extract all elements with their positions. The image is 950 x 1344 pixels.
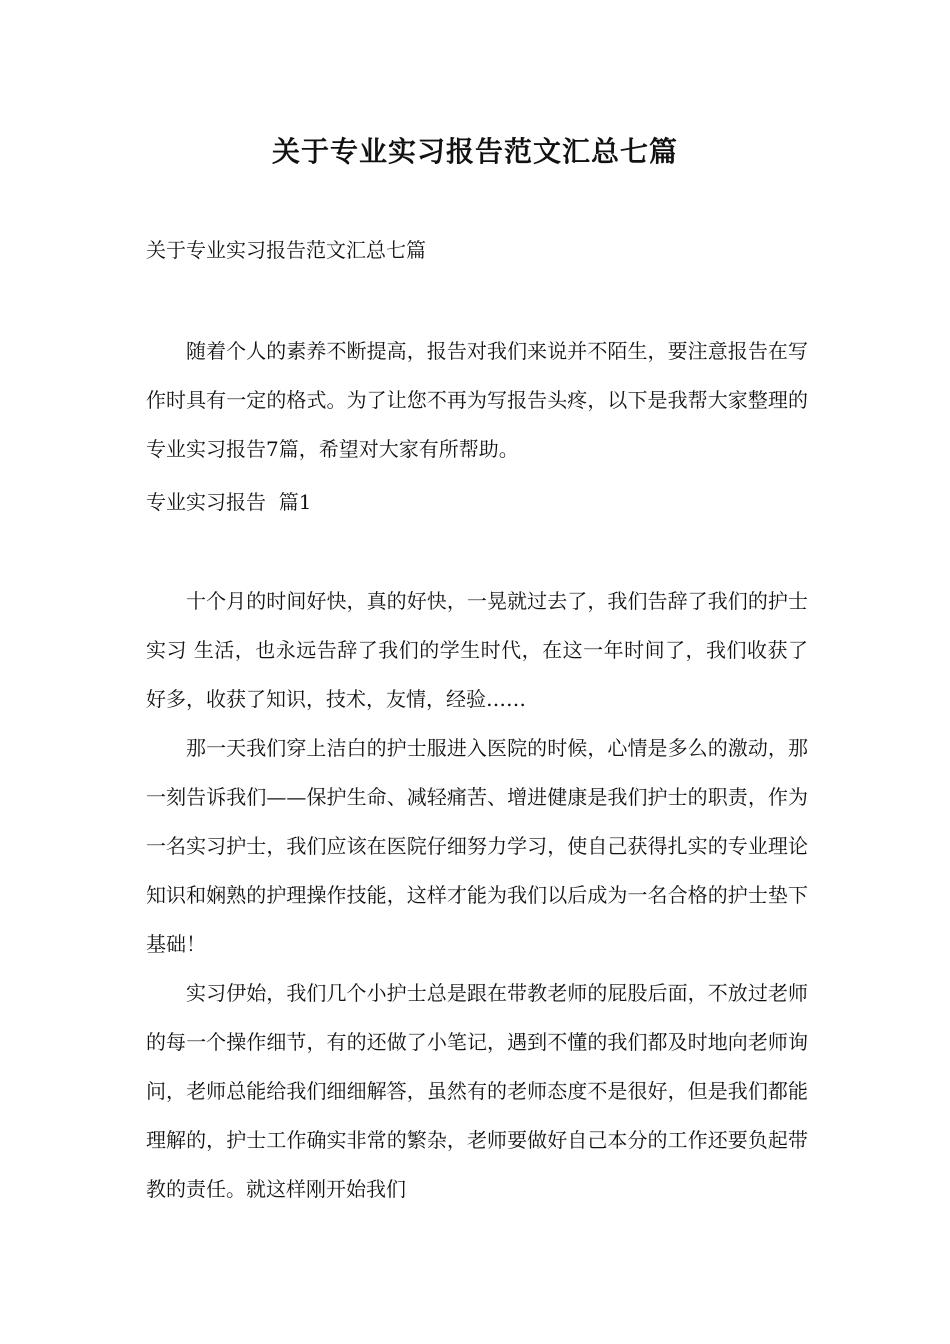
- document-title: 关于专业实习报告范文汇总七篇: [271, 135, 678, 168]
- section-heading: 专业实习报告 篇1: [146, 490, 312, 514]
- intro-paragraph: 随着个人的素养不断提高，报告对我们来说并不陌生，要注意报告在写作时具有一定的格式。为了让您不再为写报告头疼，以下是我帮大家整理的专业实习报告7篇，希望对大家有所帮助。: [146, 339, 808, 461]
- document-subtitle: 关于专业实习报告范文汇总七篇: [146, 238, 426, 262]
- body-paragraph: 十个月的时间好快，真的好快，一晃就过去了，我们告辞了我们的护士实习 生活，也永远告辞了我们的学生时代，在这一年时间了，我们收获了好多，收获了知识，技术，友情，经验……: [146, 589, 808, 711]
- body-paragraph: 那一天我们穿上洁白的护士服进入医院的时候，心情是多么的激动，那一刻告诉我们——保护生命、减轻痛苦、增进健康是我们护士的职责，作为一名实习护士，我们应该在医院仔细努力学习，使自己获得扎实的专业理论知识和娴熟的护理操作技能，这样才能为我们以后成为一名合格的护士垫下基础！: [146, 736, 808, 956]
- intro-block: [146, 327, 808, 474]
- body-paragraph: 实习伊始，我们几个小护士总是跟在带教老师的屁股后面，不放过老师的每一个操作细节，有的还做了小笔记，遇到不懂的我们都及时地向老师询问，老师总能给我们细细解答，虽然有的老师态度不是很好，但是我们都能理解的，护士工作确实非常的繁杂，老师要做好自己本分的工作还要负起带教的责任。就这样刚开始我们: [146, 981, 808, 1201]
- main-body: [146, 577, 808, 1214]
